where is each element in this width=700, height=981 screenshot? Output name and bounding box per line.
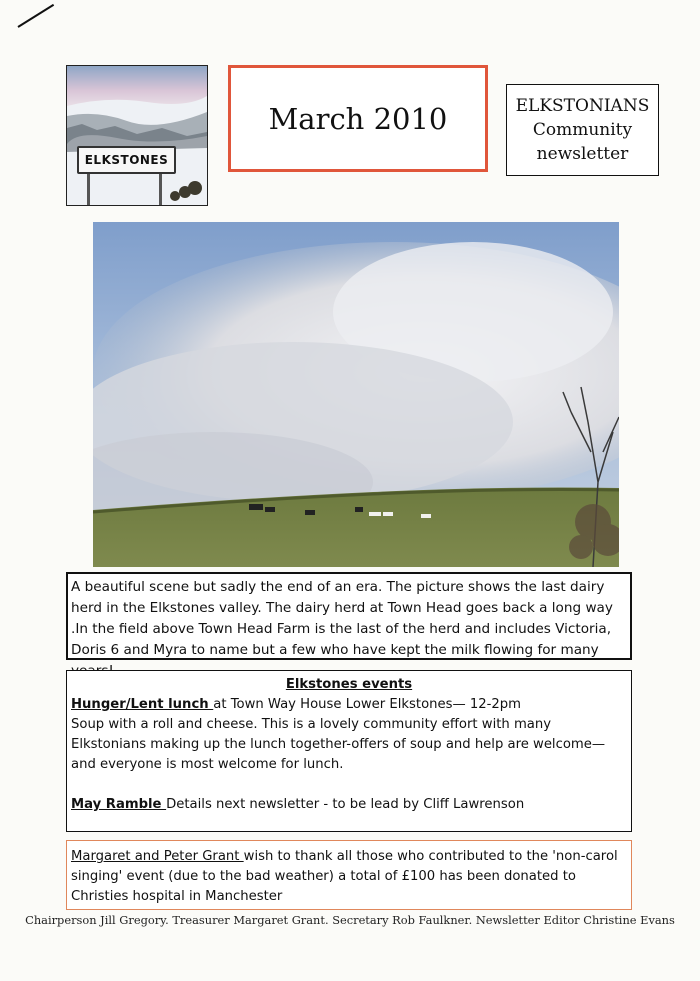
date-box bbox=[228, 65, 488, 172]
title-line-1: ELKSTONIANS bbox=[515, 96, 650, 116]
dairy-herd-photo bbox=[93, 222, 619, 567]
ramble-event-title: May Ramble bbox=[71, 797, 167, 812]
photo-caption-text: A beautiful scene but sadly the end of an era. The picture shows the last dairy herd in the Elkstones valley. The dairy herd at Town Head goes back a long way .In the field above Town Head Farm is the last of the herd and includes Victoria, Doris 6 and Myra to name but a few who have kept the milk flowing for many bbox=[71, 579, 613, 658]
pen-mark bbox=[17, 4, 54, 28]
lunch-event-title: Hunger/Lent lunch bbox=[71, 697, 214, 712]
events-heading: Elkstones events bbox=[285, 677, 413, 692]
thanks-text: wish to thank all those who contributed to the 'non-carol singing' event (due to the bad weather) a total of £100 has been donated to Christies hospital in Manchester bbox=[71, 849, 618, 904]
field-scene-image bbox=[93, 222, 619, 567]
title-line-2: Community bbox=[532, 120, 633, 140]
newsletter-title-box bbox=[506, 84, 659, 176]
thanks-names: Margaret and Peter Grant bbox=[71, 849, 244, 864]
events-box bbox=[66, 670, 632, 832]
lunch-event bbox=[71, 695, 627, 715]
lunch-event-details: at Town Way House Lower Elkstones— 12-2pm bbox=[213, 697, 522, 712]
thanks-box bbox=[66, 840, 632, 910]
ramble-event bbox=[71, 795, 627, 815]
issue-date: March 2010 bbox=[268, 101, 448, 136]
title-line-3: newsletter bbox=[536, 144, 629, 164]
ramble-event-details: Details next newsletter - to be lead by Cliff Lawrenson bbox=[166, 797, 525, 812]
committee-footer: Chairperson Jill Gregory. Treasurer Margaret Grant. Secretary Rob Faulkner. Newsletter Editor Christine Evans bbox=[25, 913, 675, 927]
lunch-event-description: Soup with a roll and cheese. This is a lovely community effort with many Elkstonians making up the lunch together-offers of soup and help are welcome—and everyone is most welcome for lunch. bbox=[71, 717, 606, 772]
elkstones-road-sign: ELKSTONES bbox=[77, 146, 176, 174]
logo-photo bbox=[66, 65, 208, 206]
snowy-hills-image bbox=[67, 66, 207, 205]
photo-caption-box bbox=[66, 572, 632, 660]
